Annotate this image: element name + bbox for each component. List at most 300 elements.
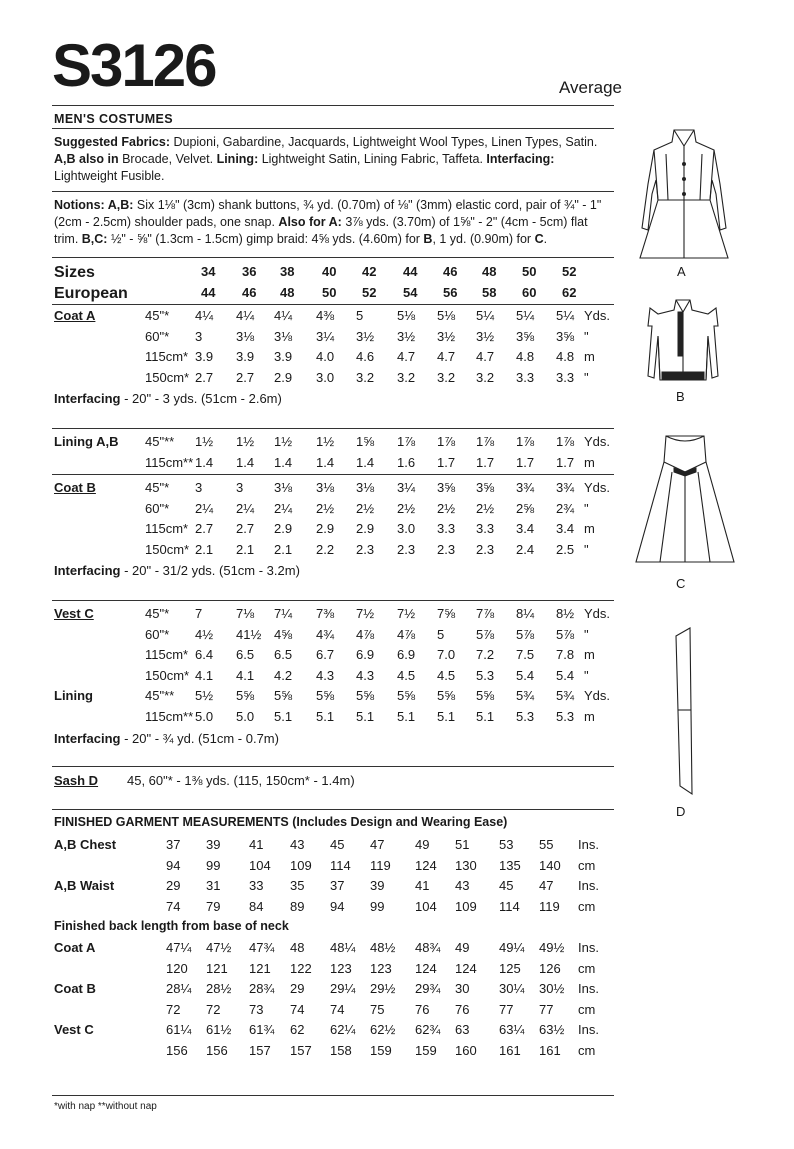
fabric-width: 115cm* — [145, 521, 189, 536]
measurement-unit: cm — [578, 960, 596, 976]
yardage-value: 3⅛ — [274, 480, 293, 495]
yardage-value: 5¼ — [556, 308, 575, 323]
yardage-value: 5.1 — [476, 708, 495, 724]
measurement-value: 49¼ — [499, 940, 525, 955]
yardage-value: 5 — [356, 308, 364, 323]
yardage-value: 4¼ — [274, 308, 293, 323]
measurement-value: 63 — [455, 1022, 470, 1037]
yardage-value: 4½ — [195, 626, 214, 642]
yardage-value: 3 — [236, 480, 244, 495]
rule — [52, 474, 614, 475]
measurement-value: 157 — [290, 1042, 312, 1058]
sash-label: Sash D — [54, 773, 99, 788]
measurement-value: 114 — [330, 857, 351, 873]
coat-a-illustration — [630, 124, 738, 264]
yardage-value: 3.2 — [437, 369, 456, 385]
size-header: 50 — [522, 264, 537, 279]
fabric-width: 45"* — [145, 480, 170, 495]
yardage-value: 3.3 — [516, 369, 535, 385]
yardage-value: 3.4 — [556, 521, 575, 536]
yardage-unit: m — [584, 647, 595, 662]
yardage-value: 3¾ — [516, 480, 535, 495]
yardage-value: 2½ — [476, 500, 495, 516]
yardage-value: 7⅝ — [437, 606, 456, 621]
rule — [52, 428, 614, 429]
measurement-value: 62½ — [370, 1022, 396, 1037]
yardage-value: 3¾ — [556, 480, 575, 495]
rule — [52, 128, 614, 129]
yardage-value: 7 — [195, 606, 203, 621]
yardage-value: 2.3 — [437, 541, 456, 557]
finished-title: FINISHED GARMENT MEASUREMENTS (Includes Design and Wearing Ease) — [54, 815, 508, 829]
european-size-header: 58 — [482, 285, 497, 300]
measurement-value: 45 — [330, 837, 345, 852]
yardage-value: 6.5 — [274, 647, 293, 662]
yardage-value: 5⅞ — [476, 626, 495, 642]
rule — [52, 191, 614, 192]
measurement-value: 161 — [499, 1042, 521, 1058]
yardage-value: 3¼ — [397, 480, 416, 495]
yardage-value: 3½ — [476, 328, 495, 344]
measurement-value: 61¾ — [249, 1022, 275, 1037]
yardage-value: 7⅛ — [236, 606, 255, 621]
measurement-unit: cm — [578, 857, 596, 873]
yardage-section-label: Vest C — [54, 606, 94, 621]
yardage-value: 6.7 — [316, 647, 335, 662]
yardage-value: 4¾ — [316, 626, 335, 642]
measurement-value: 51 — [455, 837, 470, 852]
yardage-value: 4⅞ — [356, 626, 375, 642]
measurement-unit: Ins. — [578, 940, 599, 955]
measurement-value: 41 — [249, 837, 264, 852]
measurement-value: 29¾ — [415, 981, 441, 996]
yardage-value: 5⅝ — [274, 688, 293, 703]
yardage-value: 2½ — [316, 500, 335, 516]
measurement-value: 119 — [539, 898, 560, 914]
yardage-value: 5.1 — [437, 708, 456, 724]
yardage-unit: " — [584, 541, 589, 557]
yardage-value: 4.1 — [236, 667, 255, 683]
yardage-value: 3 — [195, 328, 203, 344]
yardage-value: 3.9 — [274, 349, 293, 364]
fabric-width: 150cm* — [145, 541, 190, 557]
measurement-unit: Ins. — [578, 981, 599, 996]
yardage-value: 3.2 — [476, 369, 495, 385]
yardage-value: 4.6 — [356, 349, 375, 364]
yardage-value: 1.7 — [437, 454, 456, 470]
yardage-value: 7¼ — [274, 606, 293, 621]
european-size-header: 56 — [443, 285, 458, 300]
yardage-value: 3.9 — [236, 349, 255, 364]
yardage-value: 3.2 — [397, 369, 416, 385]
yardage-section-label: Coat B — [54, 480, 96, 495]
yardage-value: 3.3 — [476, 521, 495, 536]
yardage-value: 5.3 — [556, 708, 575, 724]
measurement-value: 28½ — [206, 981, 232, 996]
yardage-value: 7½ — [356, 606, 375, 621]
yardage-value: 2.7 — [195, 521, 214, 536]
measurement-value: 156 — [206, 1042, 228, 1058]
measurement-value: 62¼ — [330, 1022, 356, 1037]
footnote: *with nap **without nap — [54, 1101, 157, 1112]
figure-c-label: C — [676, 576, 686, 591]
yardage-value: 4.5 — [437, 667, 456, 683]
yardage-value: 3 — [195, 480, 203, 495]
yardage-value: 5¾ — [556, 688, 575, 703]
measurement-value: 61½ — [206, 1022, 232, 1037]
yardage-value: 3⅝ — [437, 480, 456, 495]
measurement-value: 89 — [290, 898, 305, 914]
rule — [52, 766, 614, 767]
measurement-value: 47 — [370, 837, 385, 852]
yardage-value: 5⅝ — [356, 688, 375, 703]
yardage-value: 2⅝ — [516, 500, 535, 516]
measurement-value: 63¼ — [499, 1022, 525, 1037]
measurement-value: 73 — [249, 1001, 264, 1017]
yardage-value: 2¼ — [236, 500, 255, 516]
yardage-value: 2.9 — [356, 521, 375, 536]
yardage-value: 5⅝ — [397, 688, 416, 703]
yardage-unit: Yds. — [584, 688, 611, 703]
yardage-value: 3⅛ — [236, 328, 255, 344]
yardage-value: 4⅜ — [316, 308, 335, 323]
yardage-value: 4¼ — [236, 308, 255, 323]
measurement-value: 130 — [455, 857, 477, 873]
measurement-value: 159 — [370, 1042, 392, 1058]
yardage-value: 1⅞ — [437, 434, 456, 449]
measurement-value: 157 — [249, 1042, 271, 1058]
measurement-value: 121 — [249, 960, 271, 976]
measurement-value: 126 — [539, 960, 561, 976]
pattern-number: S3126 — [52, 32, 216, 99]
yardage-value: 2.2 — [316, 541, 335, 557]
measurement-value: 53 — [499, 837, 514, 852]
yardage-value: 3.3 — [556, 369, 575, 385]
measurement-value: 84 — [249, 898, 264, 914]
yardage-value: 4.7 — [476, 349, 495, 364]
yardage-value: 1½ — [274, 434, 293, 449]
interfacing-note — [54, 391, 282, 409]
measurement-value: 63½ — [539, 1022, 565, 1037]
yardage-unit: " — [584, 328, 589, 344]
measurement-value: 135 — [499, 857, 521, 873]
yardage-unit: " — [584, 667, 589, 683]
measurement-value: 77 — [499, 1001, 514, 1017]
yardage-value: 2.9 — [274, 369, 293, 385]
measurement-value: 39 — [206, 837, 221, 852]
yardage-value: 5¾ — [516, 688, 535, 703]
size-header: 52 — [562, 264, 577, 279]
measurement-value: 41 — [415, 878, 430, 893]
measurement-value: 79 — [206, 898, 221, 914]
measurement-value: 29½ — [370, 981, 396, 996]
yardage-value: 3⅛ — [274, 328, 293, 344]
yardage-value: 5¼ — [476, 308, 495, 323]
yardage-value: 3½ — [356, 328, 375, 344]
sizes-label: Sizes — [54, 264, 95, 281]
measurement-value: 124 — [415, 960, 437, 976]
yardage-value: 5.1 — [397, 708, 416, 724]
interfacing-text: - 20" - ¾ yd. (51cm - 0.7m) — [120, 731, 279, 746]
rule — [52, 809, 614, 810]
yardage-unit: " — [584, 369, 589, 385]
measurement-value: 39 — [370, 878, 385, 893]
yardage-value: 4.5 — [397, 667, 416, 683]
yardage-value: 1.4 — [356, 454, 375, 470]
yardage-value: 2.9 — [274, 521, 293, 536]
measurement-unit: Ins. — [578, 1022, 599, 1037]
measurement-label: Coat A — [54, 940, 96, 955]
yardage-value: 4.0 — [316, 349, 335, 364]
yardage-value: 6.5 — [236, 647, 255, 662]
yardage-value: 5⅝ — [316, 688, 335, 703]
yardage-value: 6.9 — [356, 647, 375, 662]
yardage-value: 2½ — [437, 500, 456, 516]
measurement-value: 94 — [166, 857, 181, 873]
suggested-fabrics: Suggested Fabrics: Dupioni, Gabardine, Jacquards, Lightweight Wool Types, Linen Types, Satin. A,B also in Brocade, Velvet. Lining: Lightweight Satin, Lining Fabric, Taffeta. Interfacing: Lightweight Fusible. — [54, 135, 598, 183]
measurement-label: Vest C — [54, 1022, 94, 1037]
measurement-unit: Ins. — [578, 878, 599, 893]
yardage-value: 2.1 — [195, 541, 214, 557]
measurement-value: 74 — [330, 1001, 345, 1017]
european-label: European — [54, 285, 128, 302]
yardage-value: 2.1 — [274, 541, 293, 557]
yardage-value: 1.7 — [556, 454, 575, 470]
measurement-label: A,B Waist — [54, 878, 115, 893]
fabric-width: 115cm* — [145, 349, 189, 364]
yardage-value: 1⅞ — [476, 434, 495, 449]
yardage-value: 3.4 — [516, 521, 535, 536]
yardage-value: 3½ — [437, 328, 456, 344]
rule — [52, 257, 614, 258]
fabric-width: 60"* — [145, 328, 170, 344]
yardage-value: 7⅜ — [316, 606, 335, 621]
measurement-value: 104 — [415, 898, 437, 914]
measurement-value: 30½ — [539, 981, 565, 996]
yardage-value: 7.5 — [516, 647, 535, 662]
yardage-value: 4.8 — [556, 349, 575, 364]
measurement-value: 28¾ — [249, 981, 275, 996]
measurement-value: 48¾ — [415, 940, 441, 955]
european-size-header: 62 — [562, 285, 577, 300]
measurement-unit: cm — [578, 898, 596, 914]
measurement-value: 119 — [370, 857, 391, 873]
yardage-value: 2.7 — [195, 369, 214, 385]
fabric-width: 150cm* — [145, 369, 190, 385]
header-rule — [52, 105, 614, 106]
yardage-value: 2.3 — [397, 541, 416, 557]
yardage-value: 5.0 — [195, 708, 214, 724]
fabric-width: 115cm** — [145, 708, 194, 724]
measurement-value: 29 — [290, 981, 305, 996]
measurement-value: 43 — [455, 878, 470, 893]
measurement-value: 120 — [166, 960, 188, 976]
yardage-value: 4.7 — [437, 349, 456, 364]
yardage-value: 5⅛ — [437, 308, 456, 323]
measurement-unit: Ins. — [578, 837, 599, 852]
measurement-value: 125 — [499, 960, 521, 976]
measurement-value: 114 — [499, 898, 520, 914]
yardage-value: 5½ — [195, 688, 214, 703]
yardage-value: 4¼ — [195, 308, 214, 323]
measurement-value: 30¼ — [499, 981, 525, 996]
yardage-unit: Yds. — [584, 606, 611, 621]
measurement-value: 156 — [166, 1042, 188, 1058]
yardage-value: 2½ — [356, 500, 375, 516]
yardage-value: 1.6 — [397, 454, 416, 470]
yardage-value: 1.4 — [316, 454, 335, 470]
measurement-value: 28¼ — [166, 981, 192, 996]
yardage-value: 3⅝ — [516, 328, 535, 344]
measurement-value: 45 — [499, 878, 514, 893]
fabric-width: 60"* — [145, 626, 170, 642]
measurement-value: 121 — [206, 960, 228, 976]
measurement-value: 94 — [330, 898, 345, 914]
measurement-value: 74 — [166, 898, 181, 914]
yardage-value: 4⅞ — [397, 626, 416, 642]
european-size-header: 60 — [522, 285, 537, 300]
measurement-value: 104 — [249, 857, 271, 873]
yardage-value: 2¾ — [556, 500, 575, 516]
size-header: 40 — [322, 264, 337, 279]
measurement-value: 48½ — [370, 940, 396, 955]
interfacing-note — [54, 563, 300, 581]
yardage-unit: " — [584, 626, 589, 642]
coat-b-illustration — [638, 296, 728, 388]
interfacing-text: - 20" - 31/2 yds. (51cm - 3.2m) — [120, 563, 300, 578]
yardage-value: 3⅛ — [356, 480, 375, 495]
yardage-unit: m — [584, 349, 595, 364]
yardage-value: 7½ — [397, 606, 416, 621]
measurement-value: 55 — [539, 837, 554, 852]
yardage-value: 5.1 — [356, 708, 375, 724]
measurement-value: 99 — [206, 857, 221, 873]
yardage-value: 1⅞ — [556, 434, 575, 449]
measurement-value: 37 — [166, 837, 181, 852]
yardage-value: 5⅛ — [397, 308, 416, 323]
yardage-value: 4.1 — [195, 667, 214, 683]
yardage-value: 1.4 — [236, 454, 255, 470]
measurement-label: Coat B — [54, 981, 96, 996]
yardage-value: 2¼ — [274, 500, 293, 516]
yardage-value: 5.4 — [516, 667, 535, 683]
yardage-value: 1.4 — [274, 454, 293, 470]
measurement-value: 99 — [370, 898, 385, 914]
yardage-value: 6.4 — [195, 647, 214, 662]
size-header: 48 — [482, 264, 497, 279]
rule — [52, 1095, 614, 1096]
yardage-value: 4.3 — [356, 667, 375, 683]
measurement-value: 48 — [290, 940, 305, 955]
size-group-label: Average — [559, 78, 623, 97]
fabric-width: 45"** — [145, 434, 175, 449]
size-header: 34 — [201, 264, 216, 279]
yardage-value: 5.1 — [316, 708, 335, 724]
yardage-value: 3⅝ — [476, 480, 495, 495]
yardage-value: 5.0 — [236, 708, 255, 724]
measurement-value: 29¼ — [330, 981, 356, 996]
measurement-value: 62 — [290, 1022, 305, 1037]
yardage-value: 3.0 — [316, 369, 335, 385]
interfacing-label: Interfacing — [54, 731, 121, 746]
measurement-value: 61¼ — [166, 1022, 192, 1037]
yardage-value: 1½ — [195, 434, 214, 449]
yardage-section-label: Coat A — [54, 308, 96, 323]
yardage-value: 3.2 — [356, 369, 375, 385]
yardage-value: 1.7 — [516, 454, 535, 470]
yardage-section-label: Lining A,B — [54, 434, 119, 449]
yardage-value: 5⅝ — [437, 688, 456, 703]
yardage-value: 5.3 — [476, 667, 495, 683]
yardage-value: 41½ — [236, 626, 262, 642]
measurement-value: 31 — [206, 878, 221, 893]
measurement-value: 140 — [539, 857, 561, 873]
yardage-value: 5¼ — [516, 308, 535, 323]
measurement-value: 29 — [166, 878, 181, 893]
measurement-value: 74 — [290, 1001, 305, 1017]
rule — [52, 600, 614, 601]
interfacing-label: Interfacing — [54, 563, 121, 578]
section-title: MEN'S COSTUMES — [54, 112, 173, 126]
measurement-value: 43 — [290, 837, 305, 852]
yardage-value: 2.1 — [236, 541, 255, 557]
yardage-value: 4.2 — [274, 667, 293, 683]
measurement-value: 158 — [330, 1042, 352, 1058]
yardage-unit: Yds. — [584, 480, 611, 495]
yardage-value: 5.3 — [516, 708, 535, 724]
measurement-value: 72 — [166, 1001, 181, 1017]
measurement-value: 123 — [370, 960, 392, 976]
yardage-value: 2.7 — [236, 521, 255, 536]
fabric-width: 45"** — [145, 688, 175, 703]
measurement-value: 62¾ — [415, 1022, 441, 1037]
yardage-value: 2.5 — [556, 541, 575, 557]
yardage-value: 1.7 — [476, 454, 495, 470]
sash-text: 45, 60"* - 1⅜ yds. (115, 150cm* - 1.4m) — [127, 773, 355, 788]
size-header: 42 — [362, 264, 377, 279]
measurement-value: 109 — [455, 898, 477, 914]
yardage-value: 1⅝ — [356, 434, 375, 449]
interfacing-text: - 20" - 3 yds. (51cm - 2.6m) — [120, 391, 282, 406]
european-size-header: 48 — [280, 285, 295, 300]
yardage-value: 3.3 — [437, 521, 456, 536]
measurement-value: 49 — [455, 940, 470, 955]
measurement-value: 48¼ — [330, 940, 356, 955]
measurement-value: 76 — [415, 1001, 430, 1017]
fabric-width: 115cm** — [145, 454, 194, 470]
yardage-value: 3.0 — [397, 521, 416, 536]
yardage-value: 2½ — [397, 500, 416, 516]
measurement-value: 30 — [455, 981, 470, 996]
yardage-value: 1⅞ — [397, 434, 416, 449]
figure-a-label: A — [677, 264, 686, 279]
fabric-width: 60"* — [145, 500, 170, 516]
yardage-value: 5⅝ — [476, 688, 495, 703]
size-header: 38 — [280, 264, 295, 279]
measurement-label: A,B Chest — [54, 837, 117, 852]
size-header: 46 — [443, 264, 458, 279]
measurement-value: 161 — [539, 1042, 561, 1058]
yardage-value: 6.9 — [397, 647, 416, 662]
rule — [52, 304, 614, 305]
yardage-value: 3¼ — [316, 328, 335, 344]
yardage-value: 4.3 — [316, 667, 335, 683]
measurement-value: 49 — [415, 837, 430, 852]
yardage-value: 2¼ — [195, 500, 214, 516]
measurement-unit: cm — [578, 1042, 596, 1058]
european-size-header: 52 — [362, 285, 377, 300]
interfacing-note — [54, 731, 279, 749]
